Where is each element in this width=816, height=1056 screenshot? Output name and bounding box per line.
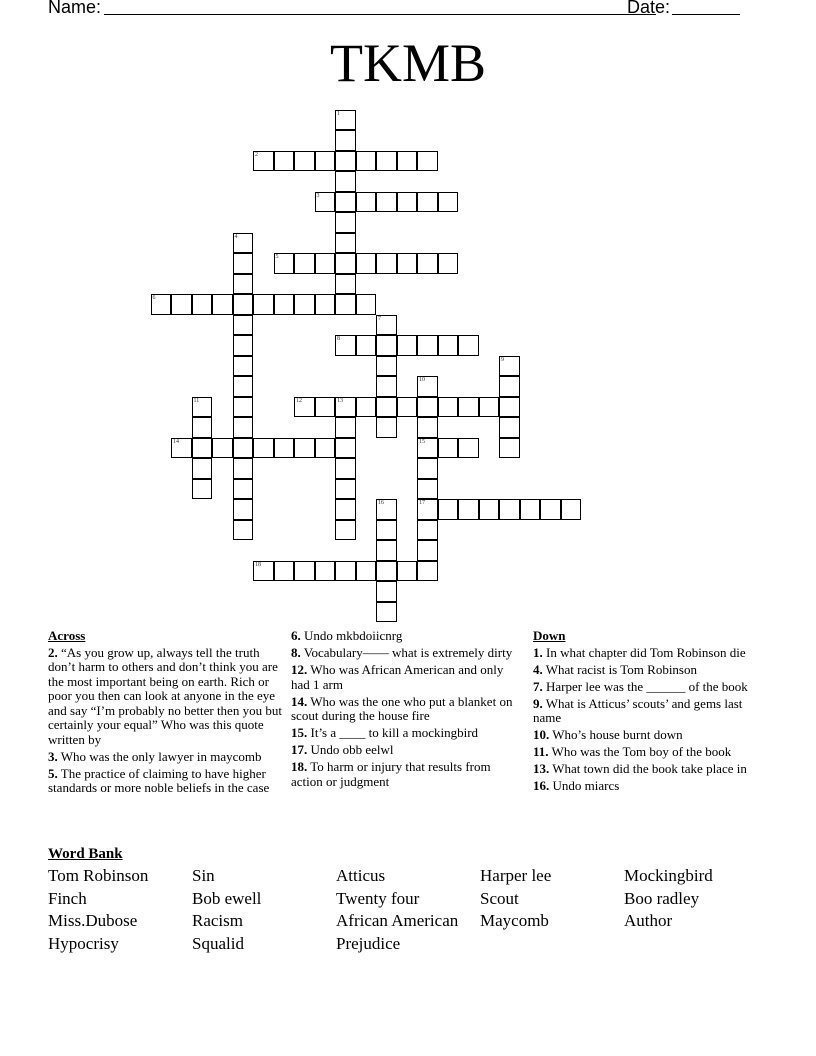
grid-cell[interactable] <box>438 192 459 213</box>
clue-text: Vocabulary—— what is extremely dirty <box>300 645 513 660</box>
grid-cell[interactable] <box>376 561 397 582</box>
grid-cell[interactable] <box>294 438 315 459</box>
clue-number: 8 <box>337 336 340 342</box>
clue-number: 5. <box>48 765 58 781</box>
grid-cell[interactable] <box>417 192 438 213</box>
clue-number: 2. <box>48 644 58 660</box>
grid-cell[interactable] <box>499 376 520 397</box>
clue-item <box>291 663 521 692</box>
grid-cell[interactable] <box>417 397 438 418</box>
grid-cell[interactable] <box>233 356 254 377</box>
clue-number: 18. <box>291 759 308 774</box>
clue-number: 11. <box>533 744 549 759</box>
grid-cell[interactable] <box>397 253 418 274</box>
grid-cell[interactable] <box>458 438 479 459</box>
clue-text: Who’s house burnt down <box>549 727 683 742</box>
grid-cell[interactable] <box>335 335 356 356</box>
clue-number: 6. <box>291 628 301 643</box>
word-bank <box>48 846 768 956</box>
grid-cell[interactable] <box>561 499 582 520</box>
word-bank-title: Word Bank <box>48 846 123 862</box>
grid-cell[interactable] <box>192 397 213 418</box>
clue-text: What is Atticus’ scouts’ and gems last name <box>533 695 743 725</box>
grid-cell[interactable] <box>376 602 397 623</box>
grid-cell[interactable] <box>499 397 520 418</box>
word-bank-item: Racism <box>192 911 243 931</box>
clue-item <box>291 760 521 789</box>
clue-number: 15. <box>291 725 308 740</box>
grid-cell[interactable] <box>458 499 479 520</box>
grid-cell[interactable] <box>417 335 438 356</box>
grid-cell[interactable] <box>315 253 336 274</box>
grid-cell[interactable] <box>499 417 520 438</box>
grid-cell[interactable] <box>233 376 254 397</box>
grid-cell[interactable] <box>376 376 397 397</box>
word-bank-item: Boo radley <box>624 888 700 908</box>
grid-cell[interactable] <box>335 130 356 151</box>
clue-number: 11 <box>193 397 200 404</box>
clue-item <box>533 697 765 726</box>
clue-text: Harper lee was the ______ of the book <box>542 678 748 694</box>
grid-cell[interactable] <box>315 192 336 213</box>
clue-number: 14 <box>173 438 179 445</box>
clue-number: 10. <box>533 727 550 742</box>
clue-number: 12. <box>291 662 308 677</box>
grid-cell[interactable] <box>376 192 397 213</box>
word-bank-item: Maycomb <box>480 911 549 931</box>
word-bank-item: Bob ewell <box>192 888 262 908</box>
clue-number: 8. <box>291 645 301 660</box>
grid-cell[interactable] <box>335 171 356 192</box>
clue-item <box>291 743 521 758</box>
word-bank-item: Finch <box>48 888 87 908</box>
clue-number: 2 <box>255 151 258 158</box>
grid-cell[interactable] <box>479 397 500 418</box>
clue-item <box>533 728 765 743</box>
grid-cell[interactable] <box>192 458 213 479</box>
grid-cell[interactable] <box>376 417 397 438</box>
grid-cell[interactable] <box>335 274 356 295</box>
clue-number: 17 <box>419 500 425 506</box>
grid-cell[interactable] <box>356 397 377 418</box>
grid-cell[interactable] <box>335 499 356 520</box>
grid-cell[interactable] <box>499 356 520 377</box>
grid-cell[interactable] <box>376 397 397 418</box>
grid-cell[interactable] <box>294 397 315 418</box>
clue-item <box>291 726 521 741</box>
grid-cell[interactable] <box>192 479 213 500</box>
clue-number: 1 <box>337 110 340 117</box>
clue-text: In what chapter did Tom Robinson die <box>542 644 746 660</box>
clue-item <box>533 745 765 760</box>
grid-cell[interactable] <box>335 110 356 131</box>
word-bank-item: Scout <box>480 888 519 908</box>
grid-cell[interactable] <box>335 397 356 418</box>
grid-cell[interactable] <box>335 253 356 274</box>
clue-text: Undo mkbdoiicnrg <box>300 628 403 643</box>
grid-cell[interactable] <box>376 581 397 602</box>
clue-text: The practice of claiming to have higher standards or more noble beliefs in the case <box>48 765 270 795</box>
grid-cell[interactable] <box>417 376 438 397</box>
grid-cell[interactable] <box>376 356 397 377</box>
clue-number: 13. <box>533 761 550 776</box>
grid-cell[interactable] <box>274 294 295 315</box>
grid-cell[interactable] <box>151 294 172 315</box>
word-bank-item: African American <box>336 911 459 931</box>
grid-cell[interactable] <box>335 458 356 479</box>
clue-item <box>533 680 765 695</box>
grid-cell[interactable] <box>335 417 356 438</box>
clue-number: 3. <box>48 748 58 764</box>
clue-text: Who was African American and only had 1 arm <box>291 662 504 692</box>
grid-cell[interactable] <box>397 335 418 356</box>
date-label: Date: <box>627 0 671 17</box>
grid-cell[interactable] <box>335 561 356 582</box>
clue-number: 4. <box>533 661 543 677</box>
grid-cell[interactable] <box>315 438 336 459</box>
grid-cell[interactable] <box>171 438 192 459</box>
clue-number: 14. <box>291 693 308 709</box>
grid-cell[interactable] <box>233 438 254 459</box>
clue-text: “As you grow up, always tell the truth don’t harm to others and don’t think you are the most important being on earth. Rich or poor you then can look at anyone in the eye and say “I’m probably no better then you but certainly your equal” Who was this quote written by <box>48 644 282 747</box>
grid-cell[interactable] <box>212 438 233 459</box>
grid-cell[interactable] <box>499 499 520 520</box>
clue-number: 18 <box>255 561 261 568</box>
clue-item <box>533 663 765 678</box>
grid-cell[interactable] <box>376 253 397 274</box>
grid-cell[interactable] <box>233 233 254 254</box>
grid-cell[interactable] <box>397 397 418 418</box>
clue-number: 16. <box>533 778 550 793</box>
clue-text: Who was the Tom boy of the book <box>548 744 732 759</box>
clue-number: 1. <box>533 644 543 660</box>
grid-cell[interactable] <box>335 192 356 213</box>
grid-cell[interactable] <box>417 417 438 438</box>
grid-cell[interactable] <box>438 397 459 418</box>
clue-text: Who was the one who put a blanket on scout during the house fire <box>291 693 513 723</box>
page-title: TKMB <box>329 33 486 93</box>
clue-number: 15 <box>419 438 425 445</box>
grid-cell[interactable] <box>315 397 336 418</box>
down-clues <box>533 629 765 796</box>
grid-cell[interactable] <box>417 253 438 274</box>
grid-cell[interactable] <box>171 294 192 315</box>
grid-cell[interactable] <box>499 438 520 459</box>
grid-cell[interactable] <box>274 253 295 274</box>
grid-cell[interactable] <box>233 520 254 541</box>
grid-cell[interactable] <box>233 479 254 500</box>
clue-item <box>291 695 521 724</box>
clue-text: What town did the book take place in <box>549 761 747 776</box>
word-bank-item: Sin <box>192 866 215 885</box>
grid-cell[interactable] <box>233 274 254 295</box>
grid-cell[interactable] <box>397 151 418 172</box>
grid-cell[interactable] <box>438 499 459 520</box>
clue-number: 9 <box>501 356 504 363</box>
grid-cell[interactable] <box>520 499 541 520</box>
grid-cell[interactable] <box>376 499 397 520</box>
clue-text: Undo obb eelwl <box>307 742 394 757</box>
grid-cell[interactable] <box>253 294 274 315</box>
word-bank-item: Mockingbird <box>624 866 713 885</box>
clue-item <box>291 646 521 661</box>
grid-cell[interactable] <box>233 253 254 274</box>
grid-cell[interactable] <box>253 438 274 459</box>
grid-cell[interactable] <box>356 335 377 356</box>
clue-number: 3 <box>316 192 320 199</box>
grid-cell[interactable] <box>233 417 254 438</box>
clue-item <box>533 779 765 794</box>
grid-cell[interactable] <box>438 438 459 459</box>
grid-cell[interactable] <box>417 438 438 459</box>
grid-cell[interactable] <box>274 561 295 582</box>
grid-cell[interactable] <box>458 335 479 356</box>
grid-cell[interactable] <box>397 192 418 213</box>
clue-number: 10 <box>419 377 425 383</box>
word-bank-item: Prejudice <box>336 934 401 954</box>
grid-cell[interactable] <box>233 458 254 479</box>
grid-cell[interactable] <box>417 151 438 172</box>
word-bank-item: Tom Robinson <box>48 866 149 885</box>
across-heading: Across <box>48 628 86 643</box>
grid-cell[interactable] <box>417 479 438 500</box>
clue-number: 6 <box>152 295 156 301</box>
down-heading: Down <box>533 628 566 643</box>
grid-cell[interactable] <box>417 499 438 520</box>
grid-cell[interactable] <box>233 294 254 315</box>
clue-item <box>48 767 284 796</box>
clue-text: What racist is Tom Robinson <box>542 661 697 677</box>
across-clues <box>48 629 284 798</box>
clue-number: 12 <box>296 397 302 404</box>
clue-number: 9. <box>533 695 543 711</box>
grid-cell[interactable] <box>274 438 295 459</box>
grid-cell[interactable] <box>335 479 356 500</box>
across-list <box>291 629 521 789</box>
down-list <box>533 646 765 794</box>
clue-number: 16 <box>378 500 384 506</box>
grid-cell[interactable] <box>315 561 336 582</box>
across-list <box>48 646 284 796</box>
clue-number: 7. <box>533 678 543 694</box>
grid-cell[interactable] <box>356 294 377 315</box>
grid-cell[interactable] <box>376 540 397 561</box>
grid-cell[interactable] <box>376 151 397 172</box>
grid-cell[interactable] <box>417 520 438 541</box>
grid-cell[interactable] <box>335 438 356 459</box>
grid-cell[interactable] <box>233 499 254 520</box>
grid-cell[interactable] <box>335 294 356 315</box>
clue-text: It’s a ____ to kill a mockingbird <box>307 725 479 740</box>
clue-item <box>533 646 765 661</box>
grid-cell[interactable] <box>335 151 356 172</box>
grid-cell[interactable] <box>294 294 315 315</box>
grid-cell[interactable] <box>356 253 377 274</box>
grid-cell[interactable] <box>376 315 397 336</box>
grid-cell[interactable] <box>397 561 418 582</box>
grid-cell[interactable] <box>315 294 336 315</box>
clue-text: Who was the only lawyer in maycomb <box>57 748 262 764</box>
across-clues-continued <box>291 629 521 792</box>
word-bank-item: Squalid <box>192 934 244 954</box>
word-bank-item: Twenty four <box>336 888 420 908</box>
grid-cell[interactable] <box>233 335 254 356</box>
word-bank-item: Hypocrisy <box>48 934 119 954</box>
clue-number: 7 <box>378 315 381 322</box>
grid-cell[interactable] <box>212 294 233 315</box>
grid-cell[interactable] <box>233 397 254 418</box>
grid-cell[interactable] <box>479 499 500 520</box>
word-bank-item: Atticus <box>336 866 386 885</box>
clue-number: 13 <box>337 397 343 404</box>
clue-item <box>48 646 284 748</box>
grid-cell[interactable] <box>233 315 254 336</box>
clue-item <box>533 762 765 777</box>
grid-cell[interactable] <box>253 561 274 582</box>
clue-item <box>48 750 284 765</box>
grid-cell[interactable] <box>192 417 213 438</box>
grid-cell[interactable] <box>417 561 438 582</box>
clue-number: 5 <box>275 254 279 260</box>
grid-cell[interactable] <box>192 294 213 315</box>
word-bank-item: Author <box>624 911 673 931</box>
clue-item <box>291 629 521 644</box>
grid-cell[interactable] <box>294 151 315 172</box>
grid-cell[interactable] <box>294 253 315 274</box>
grid-cell[interactable] <box>458 397 479 418</box>
clue-text: Undo miarcs <box>549 778 620 793</box>
grid-cell[interactable] <box>417 458 438 479</box>
grid-cell[interactable] <box>376 335 397 356</box>
grid-cell[interactable] <box>438 253 459 274</box>
grid-cell[interactable] <box>376 520 397 541</box>
grid-cell[interactable] <box>253 151 274 172</box>
grid-cell[interactable] <box>335 520 356 541</box>
word-bank-list <box>48 865 768 956</box>
grid-cell[interactable] <box>192 438 213 459</box>
grid-cell[interactable] <box>356 151 377 172</box>
word-bank-item: Harper lee <box>480 866 552 885</box>
name-label: Name: <box>48 0 102 17</box>
clue-text: To harm or injury that results from action or judgment <box>291 759 491 789</box>
grid-cell[interactable] <box>417 540 438 561</box>
grid-cell[interactable] <box>274 151 295 172</box>
grid-cell[interactable] <box>356 192 377 213</box>
grid-cell[interactable] <box>294 561 315 582</box>
grid-cell[interactable] <box>315 151 336 172</box>
grid-cell[interactable] <box>438 335 459 356</box>
clue-number: 17. <box>291 742 308 757</box>
grid-cell[interactable] <box>335 212 356 233</box>
grid-cell[interactable] <box>540 499 561 520</box>
clue-number: 4 <box>234 233 238 240</box>
grid-cell[interactable] <box>356 561 377 582</box>
grid-cell[interactable] <box>335 233 356 254</box>
word-bank-item: Miss.Dubose <box>48 911 138 931</box>
